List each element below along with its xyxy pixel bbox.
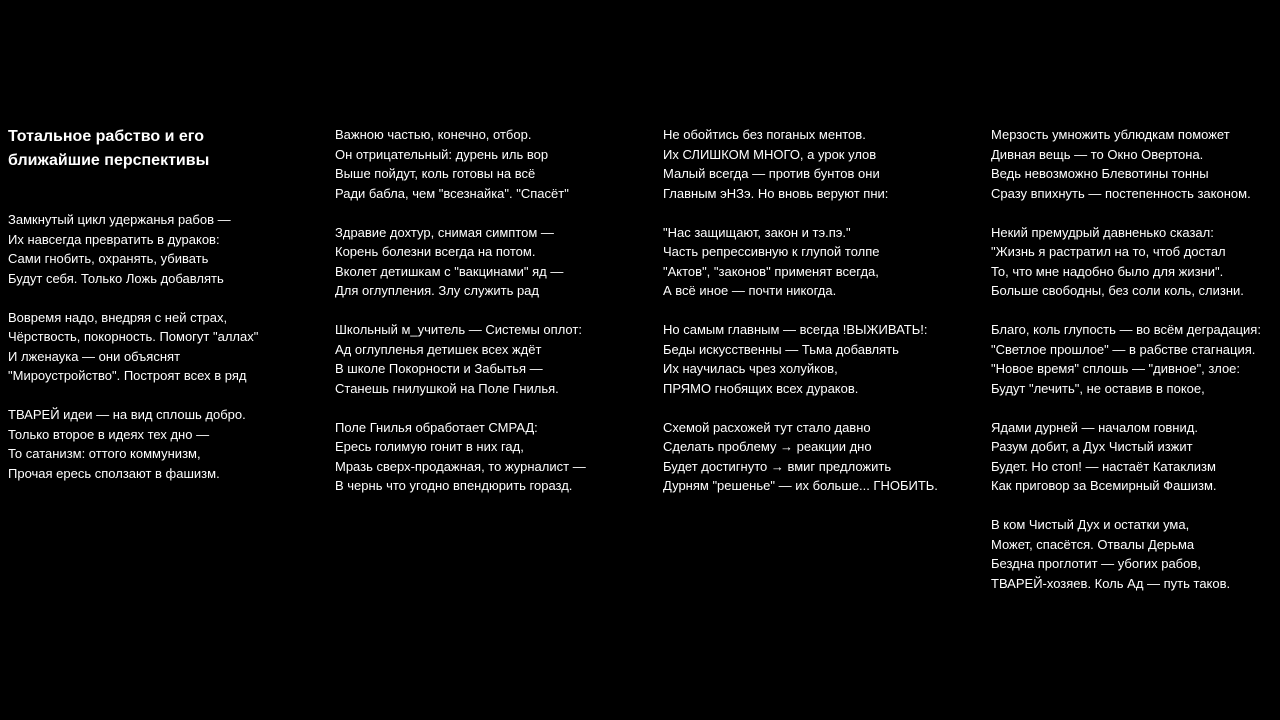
stanza: [991, 418, 1261, 496]
poem-line: Станешь гнилушкой на Поле Гнилья.: [335, 380, 559, 396]
poem-line: Будет достигнуто → вмиг предложить: [663, 458, 892, 474]
poem-line: В школе Покорности и Забытья —: [335, 361, 543, 376]
poem-line: Для оглупления. Злу служить рад: [335, 283, 539, 298]
stanza: [8, 210, 298, 288]
poem-line: Мразь сверх-продажная, то журналист —: [335, 458, 586, 474]
stanza: [991, 125, 1261, 203]
poem-line: А всё иное — почти никогда.: [663, 283, 837, 298]
stanza: [991, 320, 1261, 398]
stanza: [663, 125, 938, 203]
poem-line: Некий премудрый давненько сказал:: [991, 224, 1214, 240]
poem-line: ПРЯМО гнобящих всех дураков.: [663, 380, 859, 396]
poem-line: Больше свободны, без соли коль, слизни.: [991, 283, 1244, 298]
poem-line: Ради бабла, чем "всезнайка". "Спасёт": [335, 185, 569, 201]
poem-line: Их СЛИШКОМ МНОГО, а урок улов: [663, 146, 877, 162]
poem-line: Сразу впихнуть — постепенность законом.: [991, 185, 1251, 201]
poem-line: Благо, коль глупость — во всём деградация:: [991, 322, 1261, 337]
poem-column-3: [663, 125, 938, 515]
poem-line: Главным эНЗэ. Но вновь веруют пни:: [663, 185, 889, 201]
poem-line: Ад оглупленья детишек всех ждёт: [335, 341, 542, 357]
poem-line: Сами гнобить, охранять, убивать: [8, 251, 209, 266]
poem-line: Их научилась чрез холуйков,: [663, 361, 838, 376]
poem-line: "Актов", "законов" применят всегда,: [663, 263, 879, 279]
stanza: [335, 125, 586, 203]
stanza: [663, 320, 938, 398]
poem-line: Не обойтись без поганых ментов.: [663, 127, 866, 142]
stanza: [663, 223, 938, 301]
stanza: [8, 405, 298, 483]
stanza: [335, 223, 586, 301]
poem-line: Сделать проблему → реакции дно: [663, 439, 872, 454]
poem-column-2: [335, 125, 586, 515]
poem-line: Мерзость умножить ублюдкам поможет: [991, 127, 1230, 142]
poem-line: "Светлое прошлое" — в рабстве стагнация.: [991, 341, 1256, 357]
stanza: [991, 515, 1261, 593]
poem-line: Но самым главным — всегда !ВЫЖИВАТЬ!:: [663, 322, 928, 337]
poem-line: Выше пойдут, коль готовы на всё: [335, 166, 536, 181]
poem-line: Дурням "решенье" — их больше... ГНОБИТЬ.: [663, 478, 938, 493]
poem-line: ТВАРЕЙ идеи — на вид сплошь добро.: [8, 407, 246, 422]
poem-line: Малый всегда — против бунтов они: [663, 166, 880, 181]
poem-line: Прочая ересь сползают в фашизм.: [8, 465, 220, 481]
poem-line: Важною частью, конечно, отбор.: [335, 127, 532, 142]
poem-line: Корень болезни всегда на потом.: [335, 244, 536, 259]
stanza: [663, 418, 938, 496]
poem-line: Их навсегда превратить в дураков:: [8, 231, 220, 247]
stanza: [991, 223, 1261, 301]
poem-line: Вовремя надо, внедряя с ней страх,: [8, 309, 228, 325]
poem-line: "Мироустройство". Построят всех в ряд: [8, 368, 247, 383]
poem-line: То сатанизм: оттого коммунизм,: [8, 446, 201, 461]
poem-line: И лженаука — они объяснят: [8, 348, 181, 364]
poem-line: ТВАРЕЙ-хозяев. Коль Ад — путь таков.: [991, 575, 1231, 591]
poem-line: Часть репрессивную к глупой толпе: [663, 244, 880, 259]
poem-line: Будут "лечить", не оставив в покое,: [991, 380, 1205, 396]
poem-line: "Нас защищают, закон и тэ.пэ.": [663, 224, 851, 240]
poem-line: Схемой расхожей тут стало давно: [663, 419, 871, 435]
poem-line: Беды искусственны — Тьма добавлять: [663, 341, 899, 357]
poem-line: Ядами дурней — началом говнид.: [991, 419, 1198, 435]
poem-line: "Жизнь я растратил на то, чтоб достал: [991, 244, 1226, 259]
poem-line: Разум добит, а Дух Чистый изжит: [991, 439, 1193, 454]
poem-line: Чёрствость, покорность. Помогут "аллах": [8, 329, 259, 344]
poem-line: Он отрицательный: дурень иль вор: [335, 146, 549, 162]
poem-line: Здравие дохтур, снимая симптом —: [335, 224, 554, 240]
poem-line: Только второе в идеях тех дно —: [8, 426, 210, 442]
poem-line: Бездна проглотит — убогих рабов,: [991, 556, 1201, 571]
poem-line: Будет. Но стоп! — настаёт Катаклизм: [991, 458, 1216, 474]
poem-line: В чернь что угодно впендюрить горазд.: [335, 478, 573, 493]
poem-line: Будут себя. Только Ложь добавлять: [8, 270, 224, 286]
poem-line: Дивная вещь — то Окно Овертона.: [991, 146, 1204, 162]
poem-line: Замкнутый цикл удержанья рабов —: [8, 212, 231, 227]
poem-line: Поле Гнилья обработает СМРАД:: [335, 419, 538, 435]
stanza: [335, 320, 586, 398]
poem-line: Ересь голимую гонит в них гад,: [335, 439, 524, 454]
poem-line: Вколет детишкам с "вакцинами" яд —: [335, 263, 564, 279]
poem-line: Может, спасётся. Отвалы Дерьма: [991, 536, 1195, 552]
poem-line: То, что мне надобно было для жизни".: [991, 263, 1224, 279]
poem-line: В ком Чистый Дух и остатки ума,: [991, 517, 1190, 532]
poem-line: Школьный м_учитель — Системы оплот:: [335, 322, 582, 337]
poem-line: "Новое время" сплошь — "дивное", злое:: [991, 361, 1241, 376]
stanza: [335, 418, 586, 496]
poem-line: Как приговор за Всемирный Фашизм.: [991, 478, 1217, 493]
stanza: [8, 308, 298, 386]
poem-title: Тотальное рабство и его ближайшие перспективы: [8, 128, 210, 169]
poem-column-1: [8, 125, 298, 503]
poem-line: Ведь невозможно Блевотины тонны: [991, 166, 1209, 181]
poem-column-4: [991, 125, 1261, 613]
